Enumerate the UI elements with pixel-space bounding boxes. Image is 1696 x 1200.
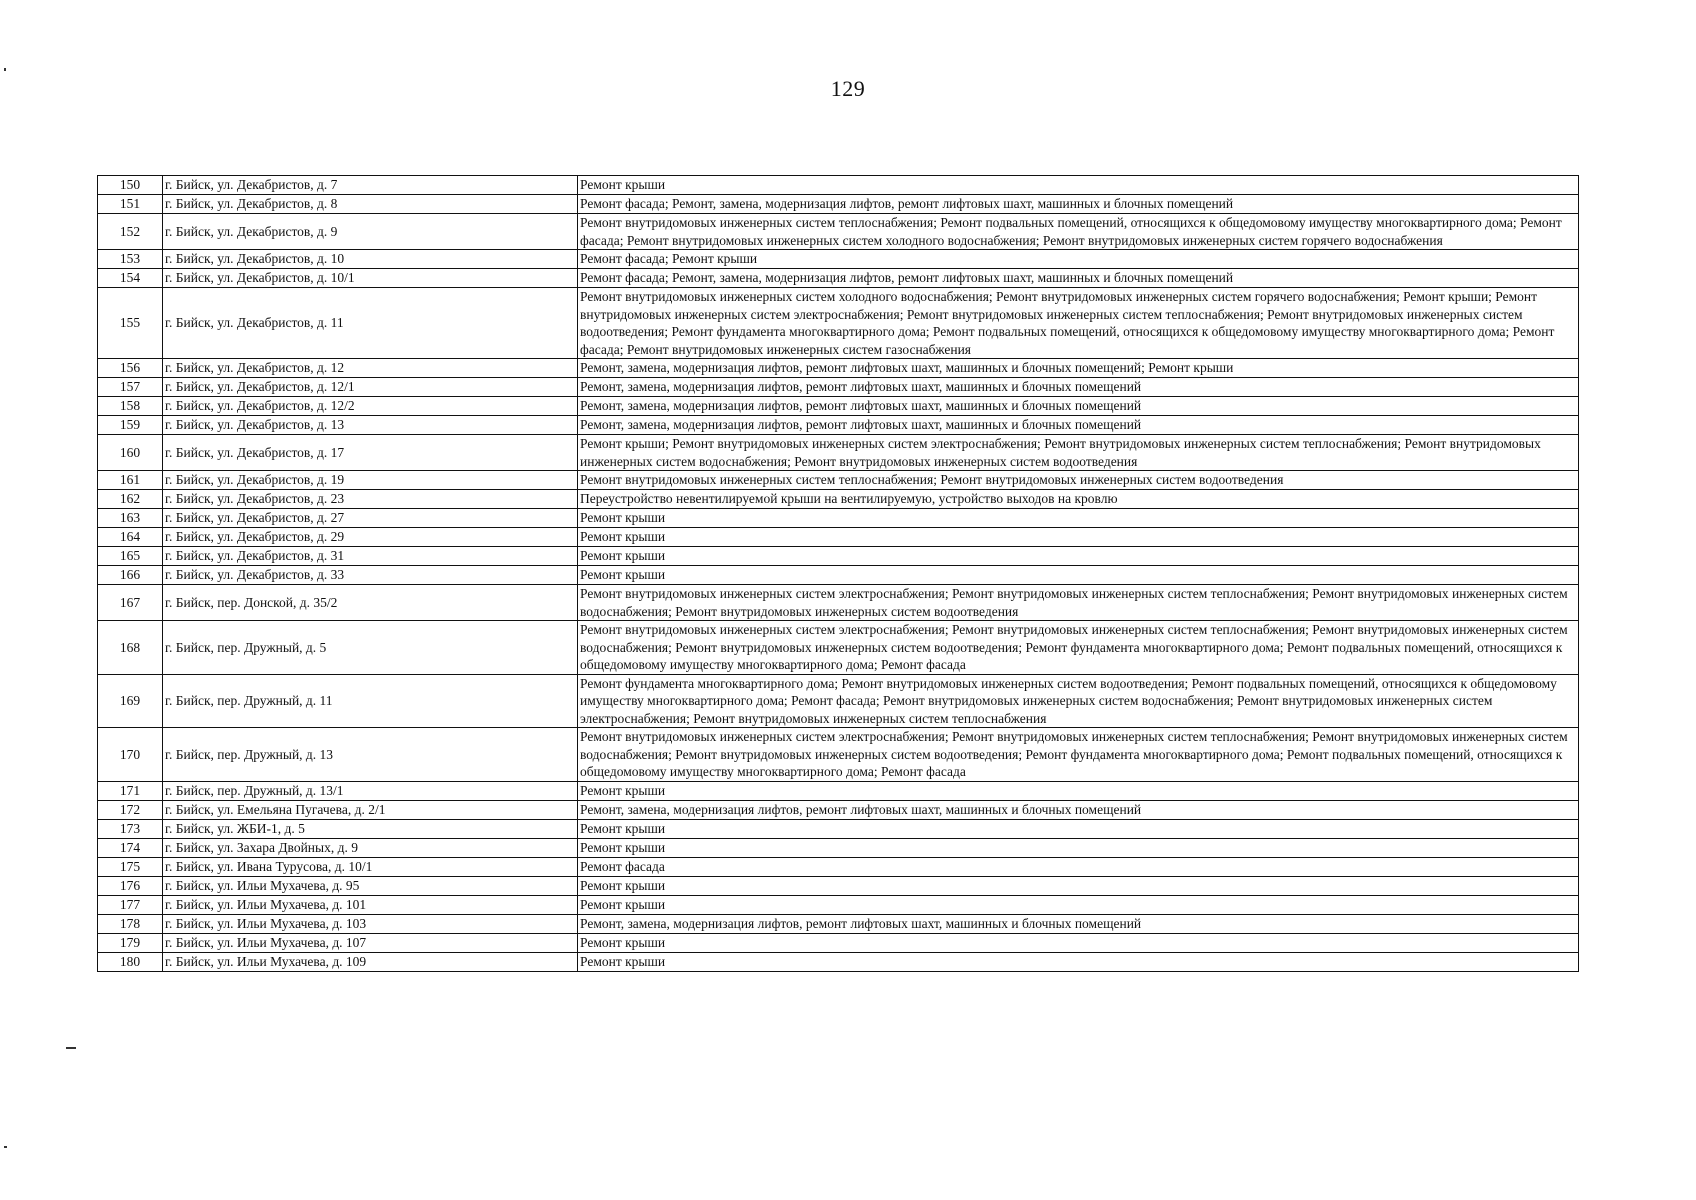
works-cell: Ремонт, замена, модернизация лифтов, ремонт лифтовых шахт, машинных и блочных помещений (578, 800, 1579, 819)
row-number-cell: 172 (98, 800, 163, 819)
row-number-cell: 160 (98, 435, 163, 471)
works-cell: Ремонт, замена, модернизация лифтов, ремонт лифтовых шахт, машинных и блочных помещений; Ремонт крыши (578, 359, 1579, 378)
table-row (98, 895, 1579, 914)
row-number-cell: 166 (98, 566, 163, 585)
repair-works-table (97, 175, 1579, 972)
row-number-cell: 177 (98, 895, 163, 914)
repair-works-table-wrap (97, 175, 1579, 972)
works-cell: Ремонт, замена, модернизация лифтов, ремонт лифтовых шахт, машинных и блочных помещений (578, 416, 1579, 435)
row-number-cell: 174 (98, 838, 163, 857)
address-cell: г. Бийск, пер. Дружный, д. 11 (163, 674, 578, 728)
table-row (98, 621, 1579, 675)
row-number-cell: 153 (98, 250, 163, 269)
table-row (98, 397, 1579, 416)
table-row (98, 288, 1579, 359)
table-row (98, 674, 1579, 728)
address-cell: г. Бийск, ул. Ильи Мухачева, д. 101 (163, 895, 578, 914)
table-row (98, 490, 1579, 509)
table-row (98, 838, 1579, 857)
row-number-cell: 168 (98, 621, 163, 675)
works-cell: Ремонт крыши (578, 952, 1579, 971)
table-row (98, 269, 1579, 288)
row-number-cell: 164 (98, 528, 163, 547)
works-cell: Ремонт внутридомовых инженерных систем холодного водоснабжения; Ремонт внутридомовых инженерных систем горячего водоснабжения; Ремонт крыши; Ремонт внутридомовых инженерных систем электроснабжения; Ремонт внутридомовых инженерных систем теплоснабжения; Ремонт внутридомовых инженерных систем водоотведения; Ремонт фундамента многоквартирного дома; Ремонт подвальных помещений, относящихся к общедомовому имуществу многоквартирного дома; Ремонт фасада; Ремонт внутридомовых инженерных систем газоснабжения (578, 288, 1579, 359)
address-cell: г. Бийск, ул. Декабристов, д. 11 (163, 288, 578, 359)
row-number-cell: 155 (98, 288, 163, 359)
works-cell: Ремонт, замена, модернизация лифтов, ремонт лифтовых шахт, машинных и блочных помещений (578, 378, 1579, 397)
row-number-cell: 180 (98, 952, 163, 971)
table-row (98, 819, 1579, 838)
address-cell: г. Бийск, ул. Ильи Мухачева, д. 103 (163, 914, 578, 933)
table-row (98, 416, 1579, 435)
table-row (98, 378, 1579, 397)
works-cell: Ремонт внутридомовых инженерных систем электроснабжения; Ремонт внутридомовых инженерных систем теплоснабжения; Ремонт внутридомовых инженерных систем водоснабжения; Ремонт внутридомовых инженерных систем водоотведения (578, 585, 1579, 621)
table-row (98, 728, 1579, 782)
works-cell: Ремонт крыши (578, 547, 1579, 566)
table-row (98, 914, 1579, 933)
works-cell: Ремонт фасада; Ремонт крыши (578, 250, 1579, 269)
table-row (98, 781, 1579, 800)
table-row (98, 435, 1579, 471)
works-cell: Ремонт крыши (578, 528, 1579, 547)
address-cell: г. Бийск, ул. Декабристов, д. 12/2 (163, 397, 578, 416)
address-cell: г. Бийск, ул. Декабристов, д. 17 (163, 435, 578, 471)
address-cell: г. Бийск, ул. Декабристов, д. 29 (163, 528, 578, 547)
works-cell: Ремонт фундамента многоквартирного дома; Ремонт внутридомовых инженерных систем водоотведения; Ремонт подвальных помещений, относящихся к общедомовому имуществу многоквартирного дома; Ремонт фасада; Ремонт внутридомовых инженерных систем водоснабжения; Ремонт внутридомовых инженерных систем электроснабжения; Ремонт внутридомовых инженерных систем теплоснабжения (578, 674, 1579, 728)
table-row (98, 359, 1579, 378)
address-cell: г. Бийск, ул. Захара Двойных, д. 9 (163, 838, 578, 857)
address-cell: г. Бийск, ул. Ивана Турусова, д. 10/1 (163, 857, 578, 876)
row-number-cell: 163 (98, 509, 163, 528)
address-cell: г. Бийск, ул. Емельяна Пугачева, д. 2/1 (163, 800, 578, 819)
address-cell: г. Бийск, ул. Декабристов, д. 10/1 (163, 269, 578, 288)
works-cell: Ремонт, замена, модернизация лифтов, ремонт лифтовых шахт, машинных и блочных помещений (578, 397, 1579, 416)
address-cell: г. Бийск, ул. Декабристов, д. 31 (163, 547, 578, 566)
row-number-cell: 154 (98, 269, 163, 288)
works-cell: Ремонт крыши; Ремонт внутридомовых инженерных систем электроснабжения; Ремонт внутридомовых инженерных систем теплоснабжения; Ремонт внутридомовых инженерных систем водоснабжения; Ремонт внутридомовых инженерных систем водоотведения (578, 435, 1579, 471)
row-number-cell: 161 (98, 471, 163, 490)
row-number-cell: 175 (98, 857, 163, 876)
table-row (98, 528, 1579, 547)
address-cell: г. Бийск, ул. Декабристов, д. 12/1 (163, 378, 578, 397)
row-number-cell: 176 (98, 876, 163, 895)
row-number-cell: 167 (98, 585, 163, 621)
address-cell: г. Бийск, ул. Декабристов, д. 7 (163, 176, 578, 195)
works-cell: Ремонт, замена, модернизация лифтов, ремонт лифтовых шахт, машинных и блочных помещений (578, 914, 1579, 933)
works-cell: Ремонт крыши (578, 933, 1579, 952)
table-row (98, 952, 1579, 971)
scan-edge-mark (4, 68, 6, 71)
works-cell: Ремонт фасада; Ремонт, замена, модернизация лифтов, ремонт лифтовых шахт, машинных и блочных помещений (578, 269, 1579, 288)
table-row (98, 214, 1579, 250)
address-cell: г. Бийск, ул. Декабристов, д. 8 (163, 195, 578, 214)
address-cell: г. Бийск, ул. Декабристов, д. 13 (163, 416, 578, 435)
row-number-cell: 152 (98, 214, 163, 250)
table-row (98, 566, 1579, 585)
scan-edge-mark (66, 1047, 76, 1049)
row-number-cell: 158 (98, 397, 163, 416)
table-row (98, 800, 1579, 819)
address-cell: г. Бийск, пер. Дружный, д. 13 (163, 728, 578, 782)
works-cell: Ремонт крыши (578, 876, 1579, 895)
works-cell: Ремонт фасада (578, 857, 1579, 876)
address-cell: г. Бийск, ул. Декабристов, д. 12 (163, 359, 578, 378)
row-number-cell: 178 (98, 914, 163, 933)
address-cell: г. Бийск, пер. Дружный, д. 5 (163, 621, 578, 675)
address-cell: г. Бийск, ул. Декабристов, д. 19 (163, 471, 578, 490)
row-number-cell: 169 (98, 674, 163, 728)
address-cell: г. Бийск, ул. Ильи Мухачева, д. 95 (163, 876, 578, 895)
table-row (98, 250, 1579, 269)
works-cell: Ремонт крыши (578, 509, 1579, 528)
works-cell: Переустройство невентилируемой крыши на вентилируемую, устройство выходов на кровлю (578, 490, 1579, 509)
row-number-cell: 179 (98, 933, 163, 952)
works-cell: Ремонт внутридомовых инженерных систем электроснабжения; Ремонт внутридомовых инженерных систем теплоснабжения; Ремонт внутридомовых инженерных систем водоснабжения; Ремонт внутридомовых инженерных систем водоотведения; Ремонт фундамента многоквартирного дома; Ремонт подвальных помещений, относящихся к общедомовому имуществу многоквартирного дома; Ремонт фасада (578, 728, 1579, 782)
address-cell: г. Бийск, ул. Декабристов, д. 9 (163, 214, 578, 250)
works-cell: Ремонт внутридомовых инженерных систем теплоснабжения; Ремонт подвальных помещений, относящихся к общедомовому имуществу многоквартирного дома; Ремонт фасада; Ремонт внутридомовых инженерных систем холодного водоснабжения; Ремонт внутридомовых инженерных систем горячего водоснабжения (578, 214, 1579, 250)
address-cell: г. Бийск, ул. Декабристов, д. 23 (163, 490, 578, 509)
row-number-cell: 170 (98, 728, 163, 782)
table-row (98, 585, 1579, 621)
works-cell: Ремонт крыши (578, 838, 1579, 857)
works-cell: Ремонт фасада; Ремонт, замена, модернизация лифтов, ремонт лифтовых шахт, машинных и блочных помещений (578, 195, 1579, 214)
works-cell: Ремонт крыши (578, 781, 1579, 800)
address-cell: г. Бийск, ул. Декабристов, д. 33 (163, 566, 578, 585)
row-number-cell: 165 (98, 547, 163, 566)
works-cell: Ремонт внутридомовых инженерных систем теплоснабжения; Ремонт внутридомовых инженерных систем водоотведения (578, 471, 1579, 490)
address-cell: г. Бийск, ул. Декабристов, д. 27 (163, 509, 578, 528)
row-number-cell: 171 (98, 781, 163, 800)
table-row (98, 876, 1579, 895)
works-cell: Ремонт крыши (578, 566, 1579, 585)
table-row (98, 471, 1579, 490)
table-row (98, 933, 1579, 952)
address-cell: г. Бийск, ул. Ильи Мухачева, д. 109 (163, 952, 578, 971)
address-cell: г. Бийск, ул. Декабристов, д. 10 (163, 250, 578, 269)
table-row (98, 176, 1579, 195)
page-number: 129 (830, 76, 866, 101)
row-number-cell: 151 (98, 195, 163, 214)
works-cell: Ремонт крыши (578, 176, 1579, 195)
works-cell: Ремонт крыши (578, 819, 1579, 838)
address-cell: г. Бийск, пер. Дружный, д. 13/1 (163, 781, 578, 800)
address-cell: г. Бийск, ул. ЖБИ-1, д. 5 (163, 819, 578, 838)
row-number-cell: 156 (98, 359, 163, 378)
row-number-cell: 150 (98, 176, 163, 195)
row-number-cell: 159 (98, 416, 163, 435)
row-number-cell: 173 (98, 819, 163, 838)
row-number-cell: 162 (98, 490, 163, 509)
table-row (98, 195, 1579, 214)
works-cell: Ремонт внутридомовых инженерных систем электроснабжения; Ремонт внутридомовых инженерных систем теплоснабжения; Ремонт внутридомовых инженерных систем водоснабжения; Ремонт внутридомовых инженерных систем водоотведения; Ремонт фундамента многоквартирного дома; Ремонт подвальных помещений, относящихся к общедомовому имуществу многоквартирного дома; Ремонт фасада (578, 621, 1579, 675)
table-row (98, 547, 1579, 566)
address-cell: г. Бийск, ул. Ильи Мухачева, д. 107 (163, 933, 578, 952)
scan-edge-mark (4, 1146, 7, 1148)
table-row (98, 509, 1579, 528)
row-number-cell: 157 (98, 378, 163, 397)
works-cell: Ремонт крыши (578, 895, 1579, 914)
address-cell: г. Бийск, пер. Донской, д. 35/2 (163, 585, 578, 621)
table-row (98, 857, 1579, 876)
table-body (98, 176, 1579, 972)
